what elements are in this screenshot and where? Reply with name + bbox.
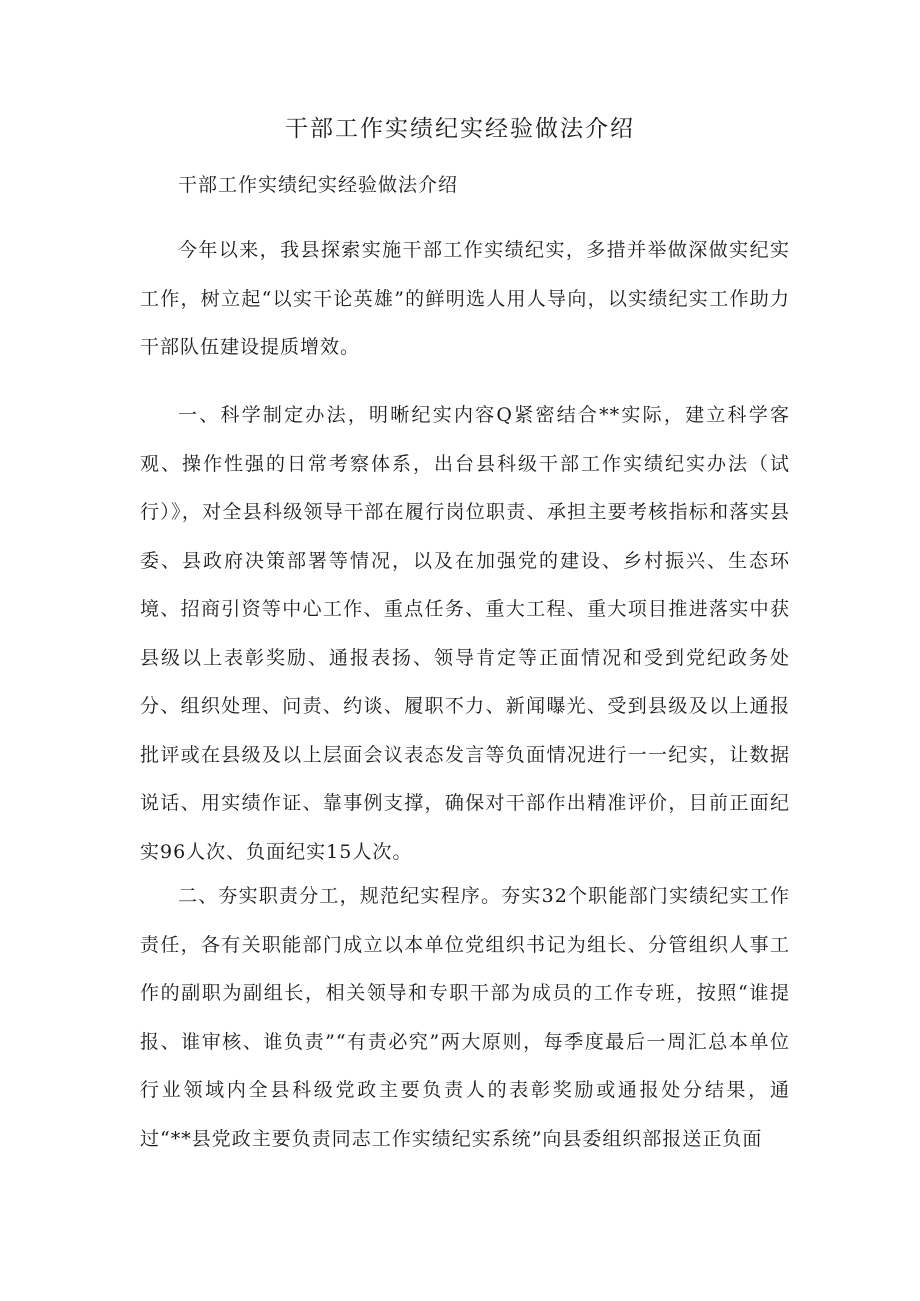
paragraph-intro: 今年以来，我县探索实施干部工作实绩纪实，多措并举做深做实纪实工作，树立起“以实干论英雄”的鲜明选人用人导向，以实绩纪实工作助力干部队伍建设提质增效。	[140, 239, 790, 358]
document-subtitle: 干部工作实绩纪实经验做法介绍	[178, 174, 459, 196]
document-title: 干部工作实绩纪实经验做法介绍	[285, 116, 635, 142]
paragraph-section-two: 二、夯实职责分工，规范纪实程序。夯实32个职能部门实绩纪实工作责任，各有关职能部门成立以本单位党组织书记为组长、分管组织人事工作的副职为副组长，相关领导和专职干部为成员的工作专班，按照“谁提报、谁审核、谁负责”“有责必究”两大原则，每季度最后一周汇总本单位行业领域内全县科级党政主要负责人的表彰奖励或通报处分结果，通过“**县党政主要负责同志工作实绩纪实系统”向县委组织部报送正负面	[140, 885, 790, 1150]
paragraph-section-one: 一、科学制定办法，明晰纪实内容Q紧密结合**实际，建立科学客观、操作性强的日常考察体系，出台县科级干部工作实绩纪实办法（试行）》，对全县科级领导干部在履行岗位职责、承担主要考核指标和落实县委、县政府决策部署等情况，以及在加强党的建设、乡村振兴、生态环境、招商引资等中心工作、重点任务、重大工程、重大项目推进落实中获县级以上表彰奖励、通报表扬、领导肯定等正面情况和受到党纪政务处分、组织处理、问责、约谈、履职不力、新闻曝光、受到县级及以上通报批评或在县级及以上层面会议表态发言等负面情况进行一一纪实，让数据说话、用实绩作证、靠事例支撑，确保对干部作出精准评价，目前正面纪实96人次、负面纪实15人次。	[140, 404, 790, 863]
